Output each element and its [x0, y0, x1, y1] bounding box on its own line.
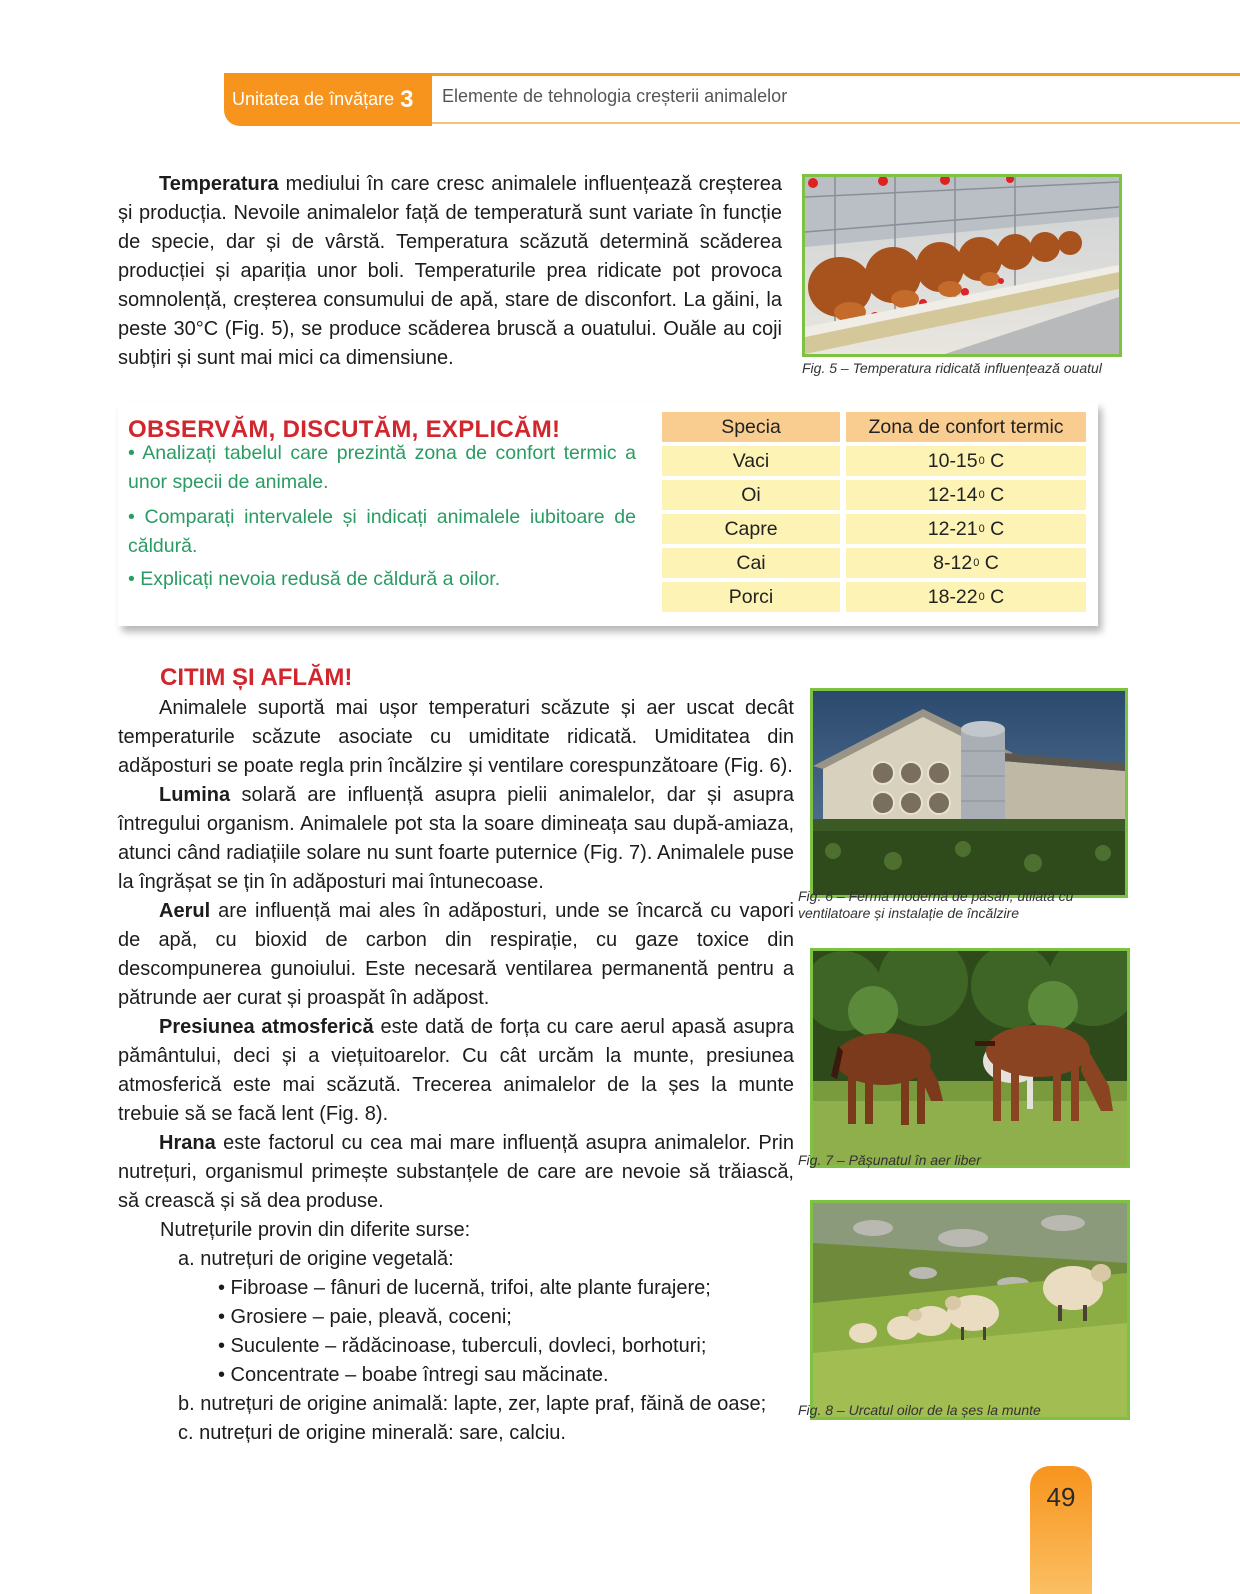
fig7-caption: Fig. 7 – Pășunatul în aer liber — [798, 1152, 981, 1168]
table-cell-species: Vaci — [662, 446, 840, 476]
table-header-species: Specia — [662, 412, 840, 442]
table-row — [662, 446, 1086, 476]
table-cell-range: 10-15 0 C — [846, 446, 1086, 476]
section-title: CITIM ȘI AFLĂM! — [160, 664, 353, 691]
table-cell-range: 12-14 0 C — [846, 480, 1086, 510]
table-row — [662, 514, 1086, 544]
paragraph-humidity: Animalele suportă mai ușor temperaturi scăzute și aer uscat decât temperaturile scăzute asociate cu umiditate ridicată. Umiditatea din adăposturi se poate regla prin încălzire și ventilare corespunzătoare (Fig. 6). — [118, 697, 794, 777]
list-subitem: • Suculente – rădăcinoase, tuberculi, dovleci, borhoturi; — [218, 1335, 707, 1357]
list-subitem: • Fibroase – fânuri de lucernă, trifoi, alte plante furajere; — [218, 1277, 711, 1299]
intro-bold: Temperatura — [159, 173, 279, 195]
fig8-sheep-image — [810, 1200, 1130, 1420]
table-header-range: Zona de confort termic — [846, 412, 1086, 442]
table-cell-species: Cai — [662, 548, 840, 578]
observe-title: OBSERVĂM, DISCUTĂM, EXPLICĂM! — [128, 416, 561, 443]
table-cell-range: 18-22 0 C — [846, 582, 1086, 612]
table-row — [662, 480, 1086, 510]
chapter-title: Elemente de tehnologia creșterii animalelor — [442, 86, 788, 106]
fig8-caption: Fig. 8 – Urcatul oilor de la șes la munte — [798, 1402, 1041, 1418]
table-cell-range: 8-12 0 C — [846, 548, 1086, 578]
fig6-caption: Fig. 6 – Fermă modernă de păsări, utilată cu ventilatoare și instalație de încălzire — [798, 888, 1074, 921]
fig7-horses-image — [810, 948, 1130, 1168]
table-cell-species: Oi — [662, 480, 840, 510]
page-number: 49 — [1030, 1466, 1092, 1594]
paragraph-food: Hrana este factorul cu cea mai mare influență asupra animalelor. Prin nutrețuri, organismul primește substanțele de care are nevoie să trăiască, să crească și să dea produse. — [118, 1132, 794, 1212]
table-cell-species: Capre — [662, 514, 840, 544]
list-item-vegetal: a. nutrețuri de origine vegetală: — [178, 1248, 454, 1270]
table-header-row — [662, 412, 1086, 442]
comfort-table — [662, 412, 1086, 616]
paragraph-light: Lumina solară are influență asupra pielii animalelor, dar și asupra întregului organism. Animalele pot sta la soare dimineața sau după-amiaza, atunci când radiațiile solare nu sunt foarte puternice (Fig. 7). Animalele puse la îngrășat se țin în adăposturi mai întunecoase. — [118, 784, 794, 893]
unit-tab — [224, 73, 432, 126]
fig5-hens-image — [802, 174, 1122, 357]
fig6-farm-image — [810, 688, 1128, 898]
table-cell-range: 12-21 0 C — [846, 514, 1086, 544]
list-item-animal: b. nutrețuri de origine animală: lapte, zer, lapte praf, făină de oase; — [178, 1393, 767, 1415]
observe-item: • Analizați tabelul care prezintă zona de confort termic a unor specii de animale. — [128, 442, 636, 493]
intro-text: mediului în care cresc animalele influențează creșterea și producția. Nevoile animalelor față de temperatură sunt variate în funcție de specie, dar și de vârstă. Temperatura scăzută determină scăderea producției și apariția unor boli. Temperaturile prea ridicate pot provoca somnolență, creșterea consumului de apă, stare de disconfort. La găini, la peste 30°C (Fig. 5), se produce scăderea bruscă a ouatului. Ouăle au coji subțiri și sunt mai mici ca dimensiune. — [118, 173, 782, 369]
fig5-caption: Fig. 5 – Temperatura ridicată influențează ouatul — [802, 360, 1102, 376]
list-subitem: • Grosiere – paie, pleavă, coceni; — [218, 1306, 512, 1328]
paragraph-air: Aerul are influență mai ales în adăposturi, unde se încarcă cu vapori de apă, cu bioxid de carbon din respirație, cu gaze toxice din descompunerea gunoiului. Este necesară ventilarea permanentă pentru a pătrunde aer curat și proaspăt în adăpost. — [118, 900, 794, 1009]
intro-paragraph — [118, 170, 782, 373]
table-row — [662, 582, 1086, 612]
list-item-mineral: c. nutrețuri de origine minerală: sare, calciu. — [178, 1422, 566, 1444]
header-rule-bottom — [430, 122, 1240, 124]
observe-item: • Comparați intervalele și indicați animalele iubitoare de căldură. — [128, 506, 636, 557]
observe-item: • Explicați nevoia redusă de căldură a oilor. — [128, 568, 501, 590]
unit-label: Unitatea de învățare — [232, 89, 395, 109]
paragraph-sources: Nutrețurile provin din diferite surse: — [160, 1219, 471, 1241]
table-row — [662, 548, 1086, 578]
unit-number: 3 — [400, 85, 414, 113]
paragraph-pressure: Presiunea atmosferică este dată de forța cu care aerul apasă asupra pământului, deci și a viețuitoarelor. Cu cât urcăm la munte, presiunea atmosferică este mai scăzută. Trecerea animalelor de la șes la munte trebuie să se facă lent (Fig. 8). — [118, 1016, 795, 1125]
list-subitem: • Concentrate – boabe întregi sau măcinate. — [218, 1364, 609, 1386]
header-rule — [430, 73, 1240, 76]
table-cell-species: Porci — [662, 582, 840, 612]
